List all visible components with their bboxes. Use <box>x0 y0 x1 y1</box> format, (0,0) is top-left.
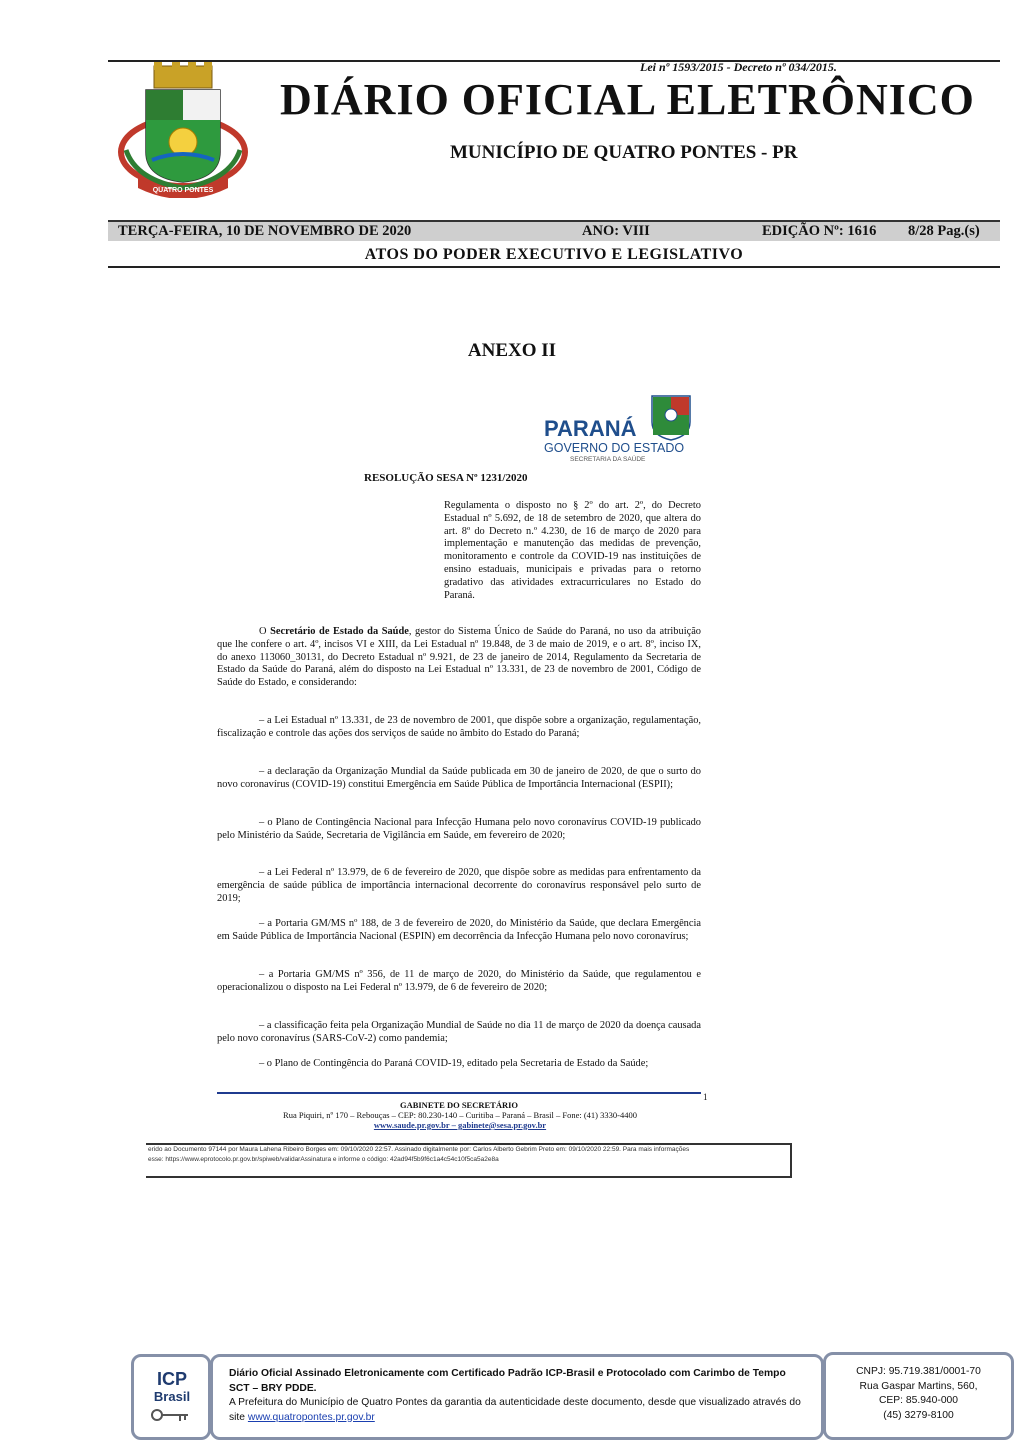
consideration-item: – a classificação feita pela Organização Mundial de Saúde no dia 11 de março de 2020 da doença causada pelo novo coronavírus (SARS-CoV-2) como pandemia; <box>217 1020 701 1044</box>
document-footer-rule <box>217 1092 701 1094</box>
edition-info-bar <box>108 220 1000 241</box>
resolution-preamble: O Secretário de Estado da Saúde, gestor do Sistema Único de Saúde do Paraná, no uso da atribuição que lhe confere o art. 4º, incisos VI e XIII, da Lei Estadual nº 19.848, de 3 de maio de 2019, e o art. 8º, inciso IX, do anexo 113060_30131, do Decreto Estadual nº 9.921, de 23 de janeiro de 2014, Regulamento da Secretaria de Estado da Saúde do Paraná, além do disposto na Lei Estadual nº 13.331, de 23 de novembro de 2001, Código de Saúde do Estado, e considerando: <box>217 626 701 689</box>
municipality-website-link[interactable]: www.quatropontes.pr.gov.br <box>247 1411 375 1423</box>
municipality-contact <box>826 1365 1011 1423</box>
icp-logo-text: ICP <box>156 1369 188 1389</box>
key-icon <box>152 1410 188 1421</box>
office-links[interactable]: www.saude.pr.gov.br – gabinete@sesa.pr.gov.br <box>373 1120 547 1130</box>
coat-banner-text: QUATRO PONTES <box>152 187 214 194</box>
section-title: ATOS DO PODER EXECUTIVO E LEGISLATIVO <box>364 246 744 263</box>
certificate-title: Diário Oficial Assinado Eletronicamente com Certificado Padrão ICP-Brasil e Protocolado com Carimbo de Tempo SCT – BRY PDDE. <box>229 1368 786 1394</box>
icp-logo-subtext: Brasil <box>153 1389 191 1404</box>
edition-number: EDIÇÃO Nº: 1616 <box>762 223 877 239</box>
consideration-item: – a Lei Estadual nº 13.331, de 23 de novembro de 2001, que dispõe sobre a organização, regulamentação, fiscalização e controle das ações dos serviços de saúde no âmbito do Estado do Paraná; <box>217 715 701 739</box>
resolution-summary: Regulamenta o disposto no § 2º do art. 2º, do Decreto Estadual nº 5.692, de 18 de setembro de 2020, que altera do art. 8º do Decreto n.º 4.230, de 16 de março de 2020 para implementação e manutenção das medidas de prevenção, monitoramento e controle da COVID-19 nas instituições de ensino estaduais, municipais e privadas para o retorno gradativo das atividades extracurriculares no Estado do Paraná. <box>444 500 701 601</box>
postal-code: CEP: 85.940-000 <box>879 1395 958 1406</box>
page-title: DIÁRIO OFICIAL ELETRÔNICO <box>280 75 975 124</box>
phone-number: (45) 3279-8100 <box>883 1409 954 1421</box>
publication-date: TERÇA-FEIRA, 10 DE NOVEMBRO DE 2020 <box>118 223 412 239</box>
office-address: Rua Piquiri, nº 170 – Rebouças – CEP: 80.230-140 – Curitiba – Paraná – Brasil – Fone: (41) 3330-4400 <box>283 1110 637 1120</box>
signature-validation-line: esse: https://www.eprotocolo.pr.gov.br/spiweb/validarAssinatura e informe o código: 42ad94f5b9f6c1a4c54c10f5ca5a2e8a <box>148 1156 499 1163</box>
document-page-number: 1 <box>703 1092 708 1102</box>
resolution-title: RESOLUÇÃO SESA Nº 1231/2020 <box>364 472 528 484</box>
digital-signature-box <box>146 1143 792 1178</box>
street-address: Rua Gaspar Martins, 560, <box>859 1380 978 1392</box>
icp-brasil-box <box>131 1354 211 1440</box>
consideration-item: – o Plano de Contingência Nacional para Infecção Humana pelo novo coronavírus COVID-19 publicado pelo Ministério da Saúde, Secretaria de Vigilância em Saúde, em fevereiro de 2020; <box>217 817 701 841</box>
certificate-description: A Prefeitura do Município de Quatro Pontes da garantia da autenticidade deste documento, desde que visualizado através do site <box>229 1397 801 1423</box>
logo-government-text: GOVERNO DO ESTADO <box>544 441 685 455</box>
certificate-notice <box>229 1367 809 1425</box>
cnpj-number: CNPJ: 95.719.381/0001-70 <box>856 1366 981 1377</box>
icp-brasil-logo <box>148 1365 196 1429</box>
municipality-name: MUNICÍPIO DE QUATRO PONTES - PR <box>450 142 798 163</box>
header-bottom-rule <box>108 266 1000 268</box>
consideration-item: – o Plano de Contingência do Paraná COVID-19, editado pela Secretaria de Estado da Saúde; <box>259 1058 649 1069</box>
municipal-coat-of-arms <box>116 60 250 198</box>
page-count: 8/28 Pag.(s) <box>908 223 980 239</box>
annex-title: ANEXO II <box>467 340 557 361</box>
publication-year: ANO: VIII <box>582 223 650 239</box>
consideration-item: – a declaração da Organização Mundial da Saúde publicada em 30 de janeiro de 2020, de que o surto do novo coronavírus (COVID-19) constitui Emergência em Saúde Pública de Importância Internacional (ESPII); <box>217 766 701 790</box>
consideration-item: – a Portaria GM/MS nº 356, de 11 de março de 2020, do Ministério da Saúde, que regulamentou e operacionalizou o disposto na Lei Federal nº 13.979, de 6 de fevereiro de 2020; <box>217 969 701 993</box>
logo-parana-text: PARANÁ <box>544 416 637 441</box>
law-reference: Lei nº 1593/2015 - Decreto nº 034/2015. <box>640 60 837 74</box>
logo-secretariat-text: SECRETARIA DA SAÚDE <box>570 456 646 463</box>
municipality-contact-box <box>823 1352 1014 1440</box>
parana-coat-icon <box>652 396 690 440</box>
office-name: GABINETE DO SECRETÁRIO <box>399 1100 519 1110</box>
consideration-item: – a Portaria GM/MS nº 188, de 3 de fevereiro de 2020, do Ministério da Saúde, que declara Emergência em Saúde Pública de Importância Nacional (ESPIN) em decorrência da Infecção Humana pelo novo coronavírus; <box>217 918 701 942</box>
parana-government-logo <box>540 392 705 464</box>
consideration-item: – a Lei Federal nº 13.979, de 6 de fevereiro de 2020, que dispõe sobre as medidas para enfrentamento da emergência de saúde pública de importância internacional decorrente do coronavírus responsável pelo surto de 2019; <box>217 867 701 904</box>
certificate-notice-box <box>210 1354 824 1440</box>
signature-info-line: erido ao Documento 97144 por Maura Lahena Ribeiro Borges em: 09/10/2020 22:57. Assinado digitalmente por: Carlos Alberto Gebrim Preto em: 09/10/2020 22:59. Para mais informações <box>148 1146 690 1153</box>
